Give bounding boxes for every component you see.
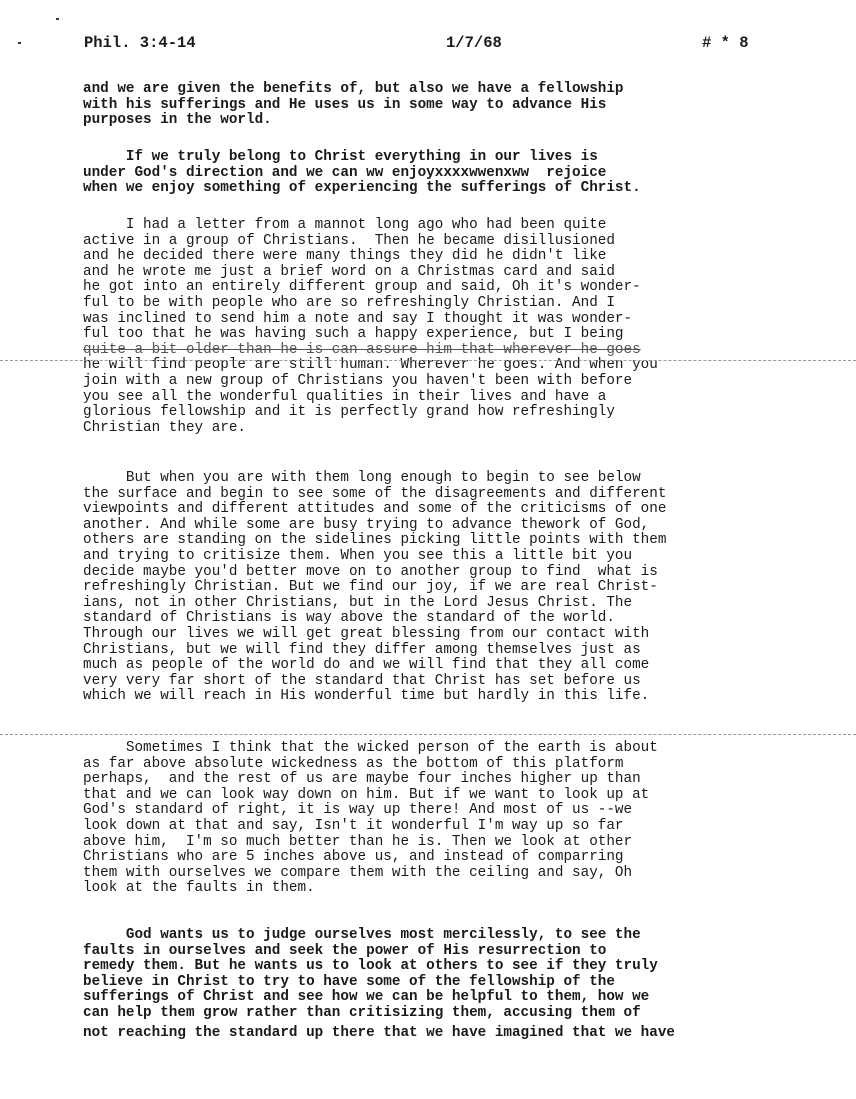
text-line: But when you are with them long enough to begin to see below <box>83 470 641 486</box>
paragraph-3 <box>83 218 658 436</box>
text-line: can help them grow rather than critisizing them, accusing them of <box>83 1004 641 1021</box>
text-line: as far above absolute wickedness as the bottom of this platform <box>83 755 624 772</box>
text-line: God's standard of right, it is way up there! And most of us --we <box>83 802 633 819</box>
paragraph-2 <box>83 150 641 197</box>
text-line: under God's direction and we can ww enjoyxxxxwwenxww rejoice <box>83 164 607 181</box>
text-line: you see all the wonderful qualities in their lives and have a <box>83 388 607 405</box>
text-line: the surface and begin to see some of the disagreements and different <box>83 485 667 502</box>
text-line: If we truly belong to Christ everything in our lives is <box>83 149 598 165</box>
text-line: and trying to critisize them. When you see this a little bit you <box>83 547 633 564</box>
paragraph-6 <box>83 928 675 1041</box>
text-line: not reaching the standard up there that we have imagined that we have <box>83 1024 675 1041</box>
text-line: I had a letter from a mannot long ago who had been quite <box>83 217 607 233</box>
scan-speck <box>56 18 59 20</box>
text-line: look down at that and say, Isn't it wonderful I'm way up so far <box>83 817 624 834</box>
text-line: another. And while some are busy trying to advance thework of God, <box>83 516 650 533</box>
text-line: God wants us to judge ourselves most mercilessly, to see the <box>83 927 641 943</box>
page-number: # * 8 <box>702 34 749 52</box>
text-line: and he wrote me just a brief word on a Christmas card and said <box>83 263 615 280</box>
text-line: perhaps, and the rest of us are maybe four inches higher up than <box>83 771 641 788</box>
text-line: above him, I'm so much better than he is. Then we look at other <box>83 833 633 850</box>
sermon-date: 1/7/68 <box>446 34 502 52</box>
text-line: viewpoints and different attitudes and some of the criticisms of one <box>83 501 667 518</box>
text-line: faults in ourselves and seek the power of His resurrection to <box>83 942 607 959</box>
text-line: Christians, but we will find they differ among themselves just as <box>83 641 641 658</box>
text-line: which we will reach in His wonderful time but hardly in this life. <box>83 688 650 705</box>
text-line: ians, not in other Christians, but in the Lord Jesus Christ. The <box>83 594 633 611</box>
text-line: and we are given the benefits of, but also we have a fellowship <box>83 81 624 97</box>
text-line: decide maybe you'd better move on to another group to find what is <box>83 563 658 580</box>
text-line: was inclined to send him a note and say I thought it was wonder- <box>83 310 633 327</box>
text-line: refreshingly Christian. But we find our joy, if we are real Christ- <box>83 579 658 596</box>
text-line: others are standing on the sidelines picking little points with them <box>83 532 667 549</box>
text-line: Christians who are 5 inches above us, and instead of comparring <box>83 849 624 866</box>
paragraph-1 <box>83 82 624 129</box>
text-line: ful to be with people who are so refreshingly Christian. And I <box>83 294 615 311</box>
text-line: look at the faults in them. <box>83 880 315 897</box>
text-line: them with ourselves we compare them with the ceiling and say, Oh <box>83 864 633 881</box>
text-line: and he decided there were many things they did he didn't like <box>83 248 607 265</box>
struck-text-line: quite a bit older than he is can assure him that wherever he goes <box>83 341 641 358</box>
scan-crease-line <box>0 360 856 361</box>
text-line: remedy them. But he wants us to look at others to see if they truly <box>83 958 658 975</box>
text-line: believe in Christ to try to have some of the fellowship of the <box>83 973 615 990</box>
text-line: glorious fellowship and it is perfectly grand how refreshingly <box>83 404 615 421</box>
text-line: active in a group of Christians. Then he became disillusioned <box>83 232 615 249</box>
paragraph-5 <box>83 741 658 897</box>
text-line: join with a new group of Christians you haven't been with before <box>83 372 633 389</box>
text-line: he got into an entirely different group and said, Oh it's wonder- <box>83 279 641 296</box>
page-header <box>84 34 764 56</box>
text-line: very very far short of the standard that Christ has set before us <box>83 672 641 689</box>
scan-speck <box>18 42 21 44</box>
text-line: with his sufferings and He uses us in some way to advance His <box>83 96 607 113</box>
text-line: he will find people are still human. Wherever he goes. And when you <box>83 357 658 374</box>
text-line: standard of Christians is way above the standard of the world. <box>83 610 615 627</box>
text-line: ful too that he was having such a happy experience, but I being <box>83 326 624 343</box>
text-line: Through our lives we will get great blessing from our contact with <box>83 625 650 642</box>
text-line: sufferings of Christ and see how we can be helpful to them, how we <box>83 989 650 1006</box>
text-line: that and we can look way down on him. But if we want to look up at <box>83 786 650 803</box>
text-line: when we enjoy something of experiencing the sufferings of Christ. <box>83 180 641 197</box>
text-line: Sometimes I think that the wicked person of the earth is about <box>83 740 658 756</box>
scripture-reference: Phil. 3:4-14 <box>84 34 196 52</box>
text-line: purposes in the world. <box>83 112 272 129</box>
text-line: Christian they are. <box>83 419 247 436</box>
scan-crease-line <box>0 734 856 735</box>
text-line: much as people of the world do and we will find that they all come <box>83 657 650 674</box>
paragraph-4 <box>83 471 666 705</box>
